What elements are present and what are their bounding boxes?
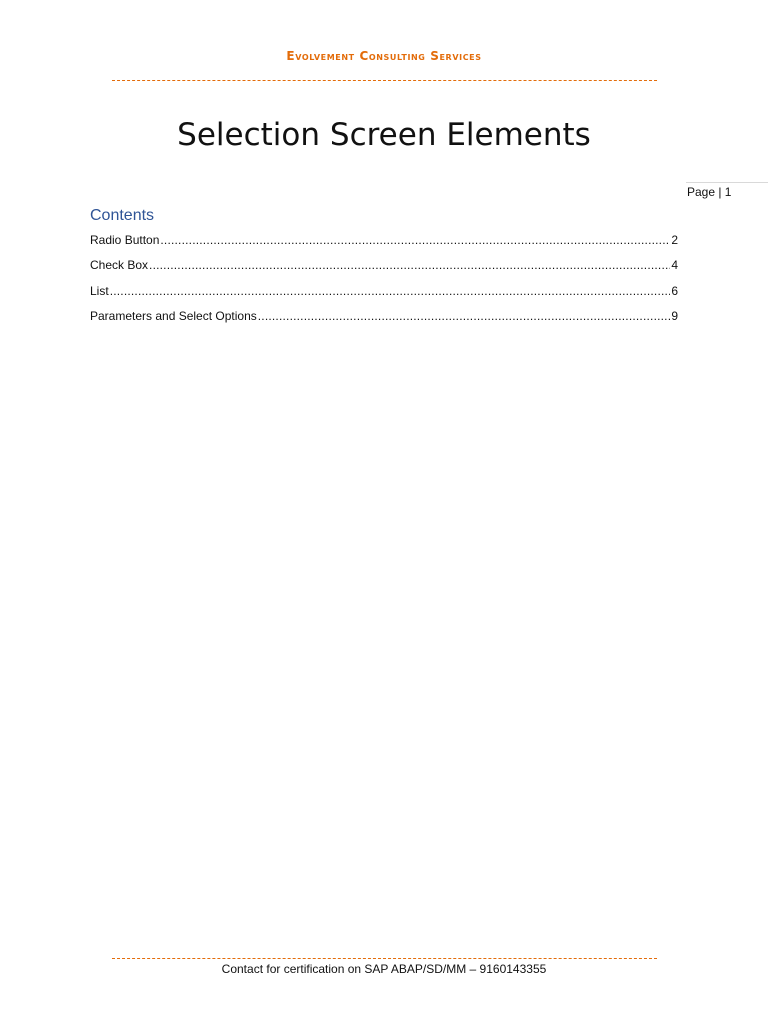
toc-item-page: 4 [671,258,678,273]
toc-item-check-box[interactable] [90,258,678,283]
header-brand: Evolvement Consulting Services [286,49,482,63]
toc-leader [110,284,671,298]
toc-item-label: Radio Button [90,233,160,247]
toc-leader [258,309,671,323]
toc-leader [160,233,670,247]
table-of-contents [90,233,678,334]
page-number-divider [686,182,768,183]
page-title: Selection Screen Elements [177,116,591,153]
toc-item-label: Parameters and Select Options [90,308,257,323]
toc-item-page: 6 [671,283,678,298]
toc-leader [149,258,670,272]
toc-item-parameters-and-select-options[interactable] [90,309,678,334]
footer-divider [112,958,657,959]
footer-contact: Contact for certification on SAP ABAP/SD/MM – 9160143355 [221,962,547,976]
toc-item-radio-button[interactable] [90,233,678,258]
toc-item-label: Check Box [90,258,149,273]
contents-heading: Contents [90,207,155,224]
page-number: Page | 1 [687,185,732,199]
toc-item-page: 9 [671,308,678,323]
toc-item-list[interactable] [90,284,678,309]
toc-item-label: List [90,283,109,298]
toc-item-page: 2 [671,233,678,247]
header-divider [112,80,657,81]
